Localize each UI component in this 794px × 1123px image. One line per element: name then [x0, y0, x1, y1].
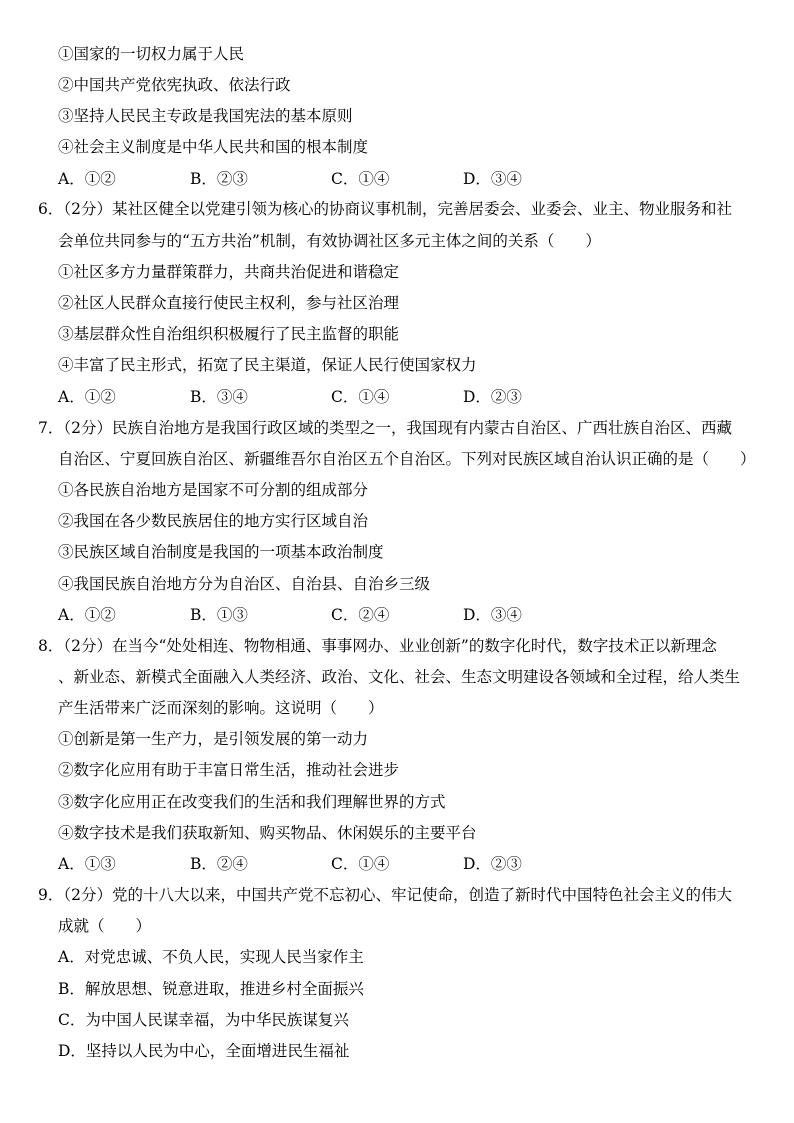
q5-statement-4: ④社会主义制度是中华人民共和国的根本制度: [58, 138, 369, 156]
q8-statement-1: ①创新是第一生产力，是引领发展的第一动力: [58, 730, 369, 748]
q8-stem-line-1: 8．（2分）在当今“处处相连、物物相通、事事网办、业业创新”的数字化时代，数字技术正以新理念: [38, 637, 717, 655]
q7-statement-1: ①各民族自治地方是国家不可分割的组成部分: [58, 481, 369, 499]
q7-statement-3: ③民族区域自治制度是我国的一项基本政治制度: [58, 543, 384, 561]
q7-choice-d[interactable]: D．③④: [463, 606, 522, 624]
q6-choice-a[interactable]: A．①②: [58, 388, 116, 406]
q7-choice-a[interactable]: A．①②: [58, 606, 116, 624]
q7-statement-2: ②我国在各少数民族居住的地方实行区域自治: [58, 512, 369, 530]
q7-choice-b[interactable]: B．①③: [190, 606, 248, 624]
q6-choices: [0, 387, 794, 407]
q7-statement-4: ④我国民族自治地方分为自治区、自治县、自治乡三级: [58, 575, 431, 593]
q6-statement-1: ①社区多方力量群策群力，共商共治促进和谐稳定: [58, 263, 400, 281]
q5-choice-a[interactable]: A．①②: [58, 170, 116, 188]
q8-choice-b[interactable]: B．②④: [190, 855, 248, 873]
q7-stem-line-1: 7．（2分）民族自治地方是我国行政区域的类型之一，我国现有内蒙古自治区、广西壮族自治区、西藏: [38, 419, 732, 437]
q9-stem-line-2: 成就（ ）: [58, 917, 152, 935]
q8-stem-line-2: 、新业态、新模式全面融入人类经济、政治、文化、社会、生态文明建设各领域和全过程，给人类生: [58, 668, 741, 686]
q8-statement-4: ④数字技术是我们获取新知、购买物品、休闲娱乐的主要平台: [58, 824, 477, 842]
q9-option-b[interactable]: B．解放思想、锐意进取，推进乡村全面振兴: [58, 980, 364, 998]
q5-statement-2: ②中国共产党依宪执政、依法行政: [58, 76, 291, 94]
q9-stem-line-1: 9．（2分）党的十八大以来，中国共产党不忘初心、牢记使命，创造了新时代中国特色社会主义的伟大: [38, 886, 732, 904]
q5-choices: [0, 169, 794, 189]
q6-statement-2: ②社区人民群众直接行使民主权利，参与社区治理: [58, 294, 400, 312]
q9-option-c[interactable]: C．为中国人民谋幸福，为中华民族谋复兴: [58, 1011, 349, 1029]
q7-choices: [0, 605, 794, 625]
q6-choice-c[interactable]: C．①④: [331, 388, 390, 406]
q8-stem-line-3: 产生活带来广泛而深刻的影响。这说明（ ）: [58, 699, 384, 717]
q8-choice-d[interactable]: D．②③: [463, 855, 522, 873]
q5-statement-1: ①国家的一切权力属于人民: [58, 45, 245, 63]
q7-stem-line-2: 自治区、宁夏回族自治区、新疆维吾尔自治区五个自治区。下列对民族区域自治认识正确的是（ ）: [58, 450, 756, 468]
q8-statement-2: ②数字化应用有助于丰富日常生活，推动社会进步: [58, 761, 400, 779]
q8-choices: [0, 854, 794, 874]
q6-statement-4: ④丰富了民主形式，拓宽了民主渠道，保证人民行使国家权力: [58, 356, 477, 374]
q8-choice-a[interactable]: A．①③: [58, 855, 116, 873]
q6-stem-line-1: 6．（2分）某社区健全以党建引领为核心的协商议事机制，完善居委会、业委会、业主、物业服务和社: [38, 200, 732, 218]
q5-choice-d[interactable]: D．③④: [463, 170, 522, 188]
q6-choice-d[interactable]: D．②③: [463, 388, 522, 406]
q8-statement-3: ③数字化应用正在改变我们的生活和我们理解世界的方式: [58, 793, 446, 811]
q6-statement-3: ③基层群众性自治组织积极履行了民主监督的职能: [58, 325, 400, 343]
q6-choice-b[interactable]: B．③④: [190, 388, 248, 406]
q9-option-d[interactable]: D．坚持以人民为中心，全面增进民生福祉: [58, 1042, 350, 1060]
q5-choice-b[interactable]: B．②③: [190, 170, 248, 188]
q5-choice-c[interactable]: C．①④: [331, 170, 390, 188]
q8-choice-c[interactable]: C．①④: [331, 855, 390, 873]
q6-stem-line-2: 会单位共同参与的“五方共治”机制，有效协调社区多元主体之间的关系（ ）: [58, 232, 601, 250]
q9-option-a[interactable]: A．对党忠诚、不负人民，实现人民当家作主: [58, 948, 364, 966]
q5-statement-3: ③坚持人民民主专政是我国宪法的基本原则: [58, 107, 353, 125]
q7-choice-c[interactable]: C．②④: [331, 606, 390, 624]
